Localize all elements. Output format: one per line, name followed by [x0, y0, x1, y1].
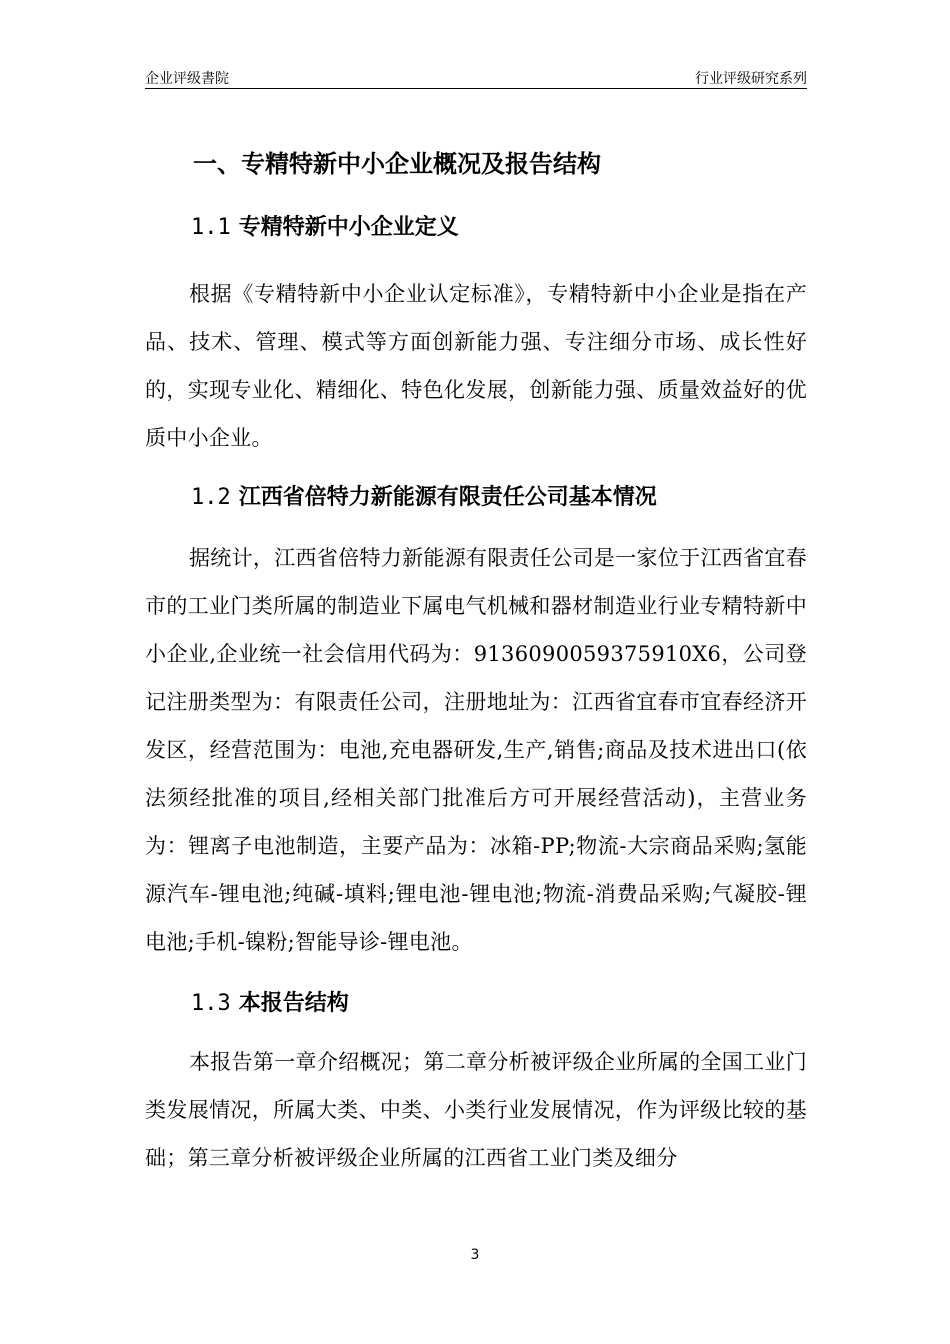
section-paragraph-1-2: 据统计，江西省倍特力新能源有限责任公司是一家位于江西省宜春市的工业门类所属的制造业下属电气机械和器材制造业行业专精特新中小企业,企业统一社会信用代码为：9136090059375910X6，公司登记注册类型为：有限责任公司，注册地址为：江西省宜春市宜春经济开发区，经营范围为：电池,充电器研发,生产,销售;商品及技术进出口(依法须经批准的项目,经相关部门批准后方可开展经营活动)，主营业务为：锂离子电池制造，主要产品为：冰箱-PP;物流-大宗商品采购;氢能源汽车-锂电池;纯碱-填料;锂电池-锂电池;物流-消费品采购;气凝胶-锂电池;手机-镍粉;智能导诊-锂电池。: [145, 546, 807, 954]
header-right-text: 行业评级研究系列: [695, 71, 807, 87]
section-heading-1-3: [145, 988, 807, 1020]
section-title: 专精特新中小企业定义: [238, 215, 459, 240]
section-number: 1.1: [191, 215, 231, 240]
section-title: 江西省倍特力新能源有限责任公司基本情况: [238, 485, 657, 510]
page-number: 3: [470, 1247, 480, 1263]
section-title: 本报告结构: [238, 991, 349, 1016]
page-header: [145, 68, 807, 89]
section-number: 1.2: [191, 485, 231, 510]
document-body: [145, 140, 807, 1182]
section-paragraph-1-1: 根据《专精特新中小企业认定标准》，专精特新中小企业是指在产品、技术、管理、模式等方面创新能力强、专注细分市场、成长性好的，实现专业化、精细化、特色化发展，创新能力强、质量效益好的优质中小企业。: [145, 282, 807, 450]
section-number: 1.3: [191, 991, 231, 1016]
section-paragraph-1-3: 本报告第一章介绍概况；第二章分析被评级企业所属的全国工业门类发展情况，所属大类、中类、小类行业发展情况，作为评级比较的基础；第三章分析被评级企业所属的江西省工业门类及细分: [145, 1050, 807, 1170]
section-heading-1-1: [145, 212, 807, 244]
section-heading-1-2: [145, 482, 807, 514]
chapter-title: 一、专精特新中小企业概况及报告结构: [193, 150, 601, 178]
header-left-text: 企业评级書院: [145, 71, 229, 87]
